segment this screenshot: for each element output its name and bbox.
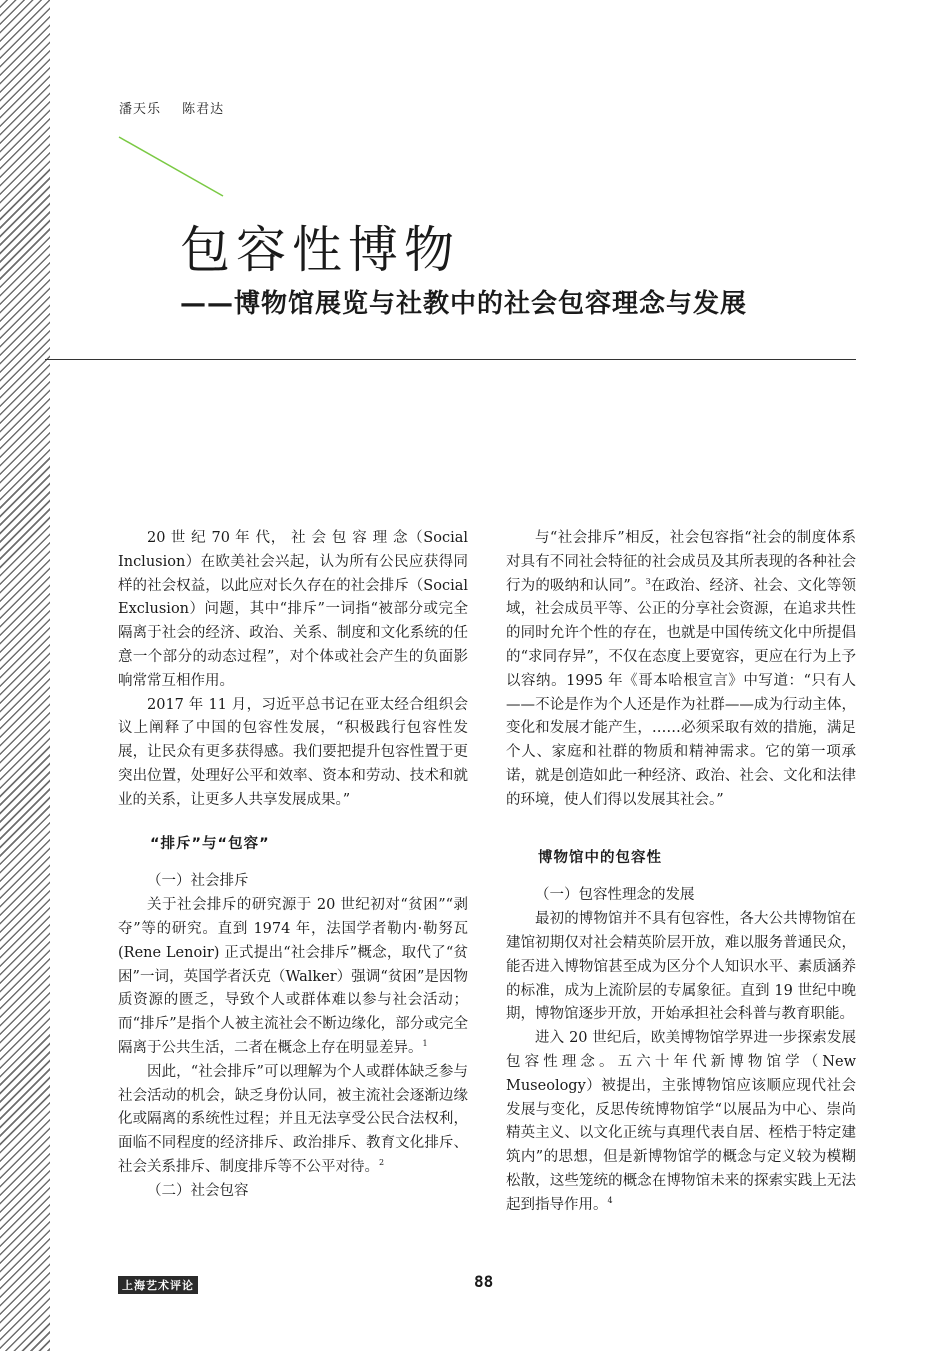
paragraph: 最初的博物馆并不具有包容性，各大公共博物馆在建馆初期仅对社会精英阶层开放，难以服务普通民众，能否进入博物馆甚至成为区分个人知识水平、素质涵养的标准，成为上流阶层的专属象征。直到 19 世纪中晚期，博物馆逐步开放，开始承担社会科普与教育职能。 (506, 911, 856, 1023)
authors (119, 98, 240, 117)
footnote-ref: 1 (422, 1038, 428, 1048)
paragraph-text: 在政治、经济、社会、文化等领域，社会成员平等、公正的分享社会资源，在追求共性的同时允许个性的存在，也就是中国传统文化中所提倡的“求同存异”，不仅在态度上要宽容，更应在行为上予以容纳。1995 年《哥本哈根宣言》中写道：“只有人——不论是作为个人还是作为社群——成为行动主体，变化和发展才能产生，……必须采取有效的措施，满足个人、家庭和社群的物质和精神需求。它的第一项承诺，就是创造如此一种经济、政治、社会、文化和法律的环境，使人们得以发展其社会。” (506, 577, 856, 808)
paragraph: 2017 年 11 月，习近平总书记在亚太经合组织会议上阐释了中国的包容性发展，“积极践行包容性发展，让民众有更多获得感。我们要把提升包容性置于更突出位置，处理好公平和效率、资本和劳动、技术和就业的关系，让更多人共享发展成果。” (118, 696, 468, 808)
article-title: 包容性博物 (180, 221, 460, 279)
author-name: 陈君达 (182, 102, 225, 117)
section-heading: “排斥”与“包容” (150, 835, 270, 852)
paragraph-text: 关于社会排斥的研究源于 20 世纪初对“贫困”“剥夺”等的研究。直到 1974 年，法国学者勒内·勒努瓦 (Rene Lenoir) 正式提出“社会排斥”概念，取代了“贫困”一词，英国学者沃克（Walker）强调“贫困”是因物质资源的匮乏，导致个人或群体难以参与社会活动；而“排斥”是指个人被主流社会不断边缘化，部分或完全隔离于公共生活，二者在概念上存在明显差异。 (118, 897, 468, 1056)
header-divider (45, 359, 856, 360)
subsection-heading: （一）社会排斥 (147, 873, 249, 890)
footnote-ref: 4 (607, 1195, 613, 1205)
footnote-ref: 2 (379, 1157, 385, 1167)
paragraph: 20 世 纪 70 年 代， 社 会 包 容 理 念（Social Inclusion）在欧美社会兴起，认为所有公民应获得同样的社会权益，以此应对长久存在的社会排斥（Social Exclusion）问题，其中“排斥”一词指“被部分或完全隔离于社会的经济、政治、关系、制度和文化系统的任意一个部分的动态过程”，对个体或社会产生的负面影响常常互相作用。 (118, 530, 468, 689)
paragraph (506, 1027, 856, 1217)
paragraph (506, 527, 856, 813)
magazine-logo: 上海艺术评论 (118, 1276, 198, 1294)
paragraph-text: 因此，“社会排斥”可以理解为个人或群体缺乏参与社会活动的机会，缺乏身份认同，被主流社会逐渐边缘化或隔离的系统性过程；并且无法享受公民合法权利，面临不同程度的经济排斥、政治排斥、教育文化排斥、社会关系排斥、制度排斥等不公平对待。 (118, 1063, 468, 1175)
subsection-heading: （一）包容性理念的发展 (535, 887, 695, 904)
side-hatch-decoration (0, 0, 50, 1351)
paragraph (118, 1061, 468, 1180)
paragraph-text: 进入 20 世纪后，欧美博物馆学界进一步探索发展包容性理念。五六十年代新博物馆学（New Museology）被提出，主张博物馆应该顺应现代社会发展与变化，反思传统博物馆学“以展品为中心、崇尚精英主义、以文化正统与真理代表自居、桎梏于特定建筑内”的思想，但是新博物馆学的概念与定义较为模糊松散，这些笼统的概念在博物馆未来的探索实践上无法起到指导作用。 (506, 1030, 856, 1213)
author-name: 潘天乐 (119, 102, 162, 117)
paragraph-text: 与“社会排斥”相反，社会包容指“社会的制度体系对具有不同社会特征的社会成员及其所表现的各种社会行为的吸纳和认同”。 (506, 530, 856, 594)
article-subtitle: ——博物馆展览与社教中的社会包容理念与发展 (180, 289, 748, 319)
right-column (506, 527, 856, 1218)
paragraph (118, 894, 468, 1061)
footnote-ref: 3 (645, 576, 651, 586)
accent-green-line (118, 136, 228, 200)
section-heading: 博物馆中的包容性 (538, 849, 662, 866)
left-column (118, 527, 468, 1204)
subsection-heading: （二）社会包容 (147, 1182, 249, 1199)
page-number: 88 (474, 1272, 494, 1291)
